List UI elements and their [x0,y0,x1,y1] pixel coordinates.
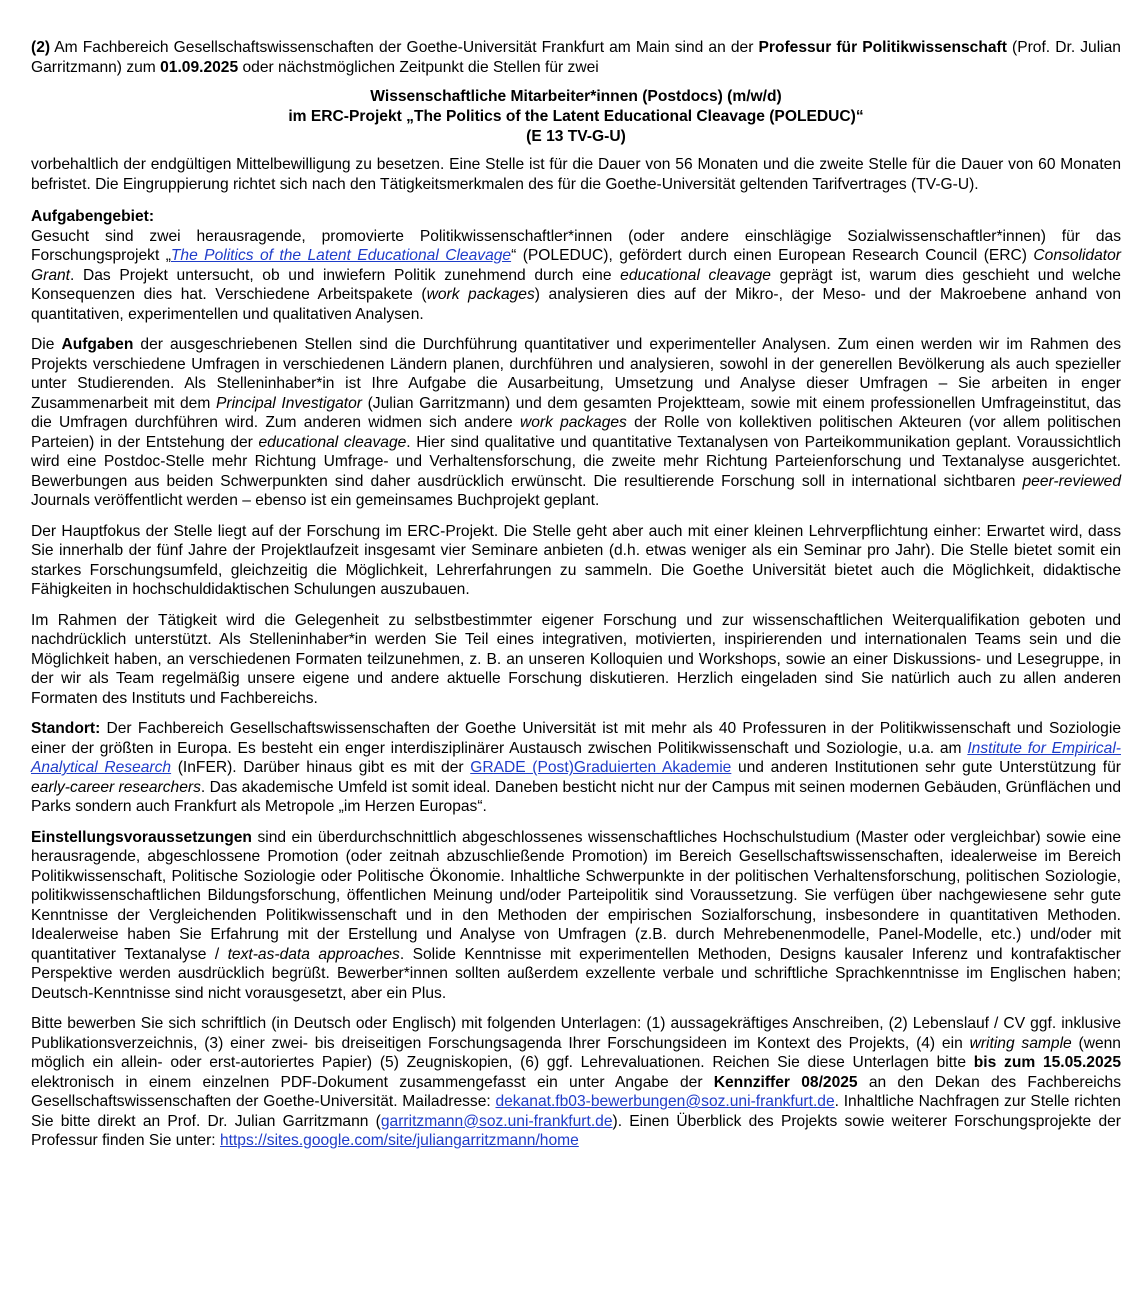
application-email-link[interactable]: dekanat.fb03-bewerbungen@soz.uni-frankfurt.de [495,1093,835,1110]
paragraph-text: sind ein überdurchschnittlich abgeschlossenes wissenschaftliches Hochschulstudium (Master oder vergleichbar) sowie eine herausragende, abgeschlossene Promotion (oder zeitnah abzuschließende Promotion) im Bereich Gesellschaftswissenschaften, idealerweise im Bereich Politikwissenschaft, Politische Soziologie oder Politische Ökonomie. Inhaltliche Schwerpunkte in der politischen Verhaltensforschung, politischen Soziologie, politikwissenschaftlichen Bildungsforschung, öffentlichen Meinung und/oder Parteipolitik sind Voraussetzung. Sie verfügen über nachgewiesene sehr gute Kenntnisse der Vergleichenden Politikwissenschaft und in den Methoden der empirischen Sozialforschung, insbesondere in quantitativen Methoden. Idealerweise haben Sie Erfahrung mit der Erstellung und Analyse von Umfragen (z.B. durch Mehrebenenmodelle, Panel-Modelle, etc.) und/oder mit quantitativer Textanalyse / [31,828,1121,963]
requirements-paragraph [31,828,1121,1004]
text-as-data-term: text-as-data approaches [227,945,400,963]
paragraph-text: (Julian Garritzmann) und dem gesamten Projektteam, sowie mit einem professionellen Umfrageinstitut, das die Umfragen durchführen wird. Zum anderen widmen sich andere [31,394,1121,431]
intro-text: (Prof. Dr. Julian Garritzmann) zum [31,39,1121,76]
pi-term: Principal Investigator [215,394,362,412]
application-paragraph [31,1014,1121,1151]
grade-link[interactable]: GRADE (Post)Graduierten Akademie [470,759,732,776]
paragraph-text: Bitte bewerben Sie sich schriftlich (in Deutsch oder Englisch) mit folgenden Unterlagen: (1) aussagekräftiges Anschreiben, (2) Lebenslauf / CV ggf. inklusive Publikationsverzeichnis, (3) einer zwei- bis dreiseitigen Forschungsagenda Ihrer Forschungsideen im Kontext des Projekts, (4) ein [31,1015,1121,1052]
conditions-paragraph: vorbehaltlich der endgültigen Mittelbewilligung zu besetzen. Eine Stelle ist für die Dauer von 56 Monaten und die zweite Stelle für die Dauer von 60 Monaten befristet. Die Eingruppierung richtet sich nach den Tätigkeitsmerkmalen des für die Goethe-Universität geltenden Tarifvertrages (TV-G-U). [31,156,1121,193]
paragraph-text: ). Einen Überblick des Projekts sowie weiterer Forschungsprojekte der Professur finden Sie unter: [31,1112,1121,1149]
contact-email-link[interactable]: garritzmann@soz.uni-frankfurt.de [380,1112,613,1130]
paragraph-text: Journals veröffentlicht werden – ebenso ist ein gemeinsames Buchprojekt geplant. [31,492,600,509]
infer-link-text[interactable]: Institute for Empirical-Analytical Research [31,739,1121,776]
requirements-heading: Einstellungsvoraussetzungen [31,828,252,846]
deadline: bis zum 15.05.2025 [973,1054,1121,1071]
paragraph-text: (InFER). Darüber hinaus gibt es mit der [171,759,471,776]
paragraph-text: Die [31,336,62,353]
paragraph-text: . Das akademische Umfeld ist somit ideal. Daneben besticht nicht nur der Campus mit seinen modernen Gebäuden, Grünflächen und Parks sondern auch Frankfurt als Metropole „im Herzen Europas“. [31,778,1121,815]
section-number: (2) [31,39,51,56]
paragraph-text: . Inhaltliche Nachfragen zur Stelle richten Sie bitte direkt an Prof. Dr. Julian Garritzmann ( [31,1093,1121,1130]
work-packages-term: work packages [426,286,535,303]
intro-text: Am Fachbereich Gesellschaftswissenschaften der Goethe-Universität Frankfurt am Main sind an der [50,39,759,56]
project-link[interactable] [171,247,511,264]
focus-paragraph: Der Hauptfokus der Stelle liegt auf der Forschung im ERC-Projekt. Die Stelle geht aber auch mit einer kleinen Lehrverpflichtung einher: Erwartet wird, dass Sie innerhalb der fünf Jahre der Projektlaufzeit insgesamt vier Seminare anbieten (d.h. etwas weniger als ein Seminar pro Jahr). Die Stelle bietet somit ein starkes Forschungsumfeld, gleichzeitig die Möglichkeit, Lehrerfahrungen zu sammeln. Die Goethe Universität bietet auch die Möglichkeit, didaktische Fähigkeiten in hochschuldidaktischen Schulungen auszubauen. [31,522,1121,598]
position-title [31,87,1121,147]
paragraph-text: . Das Projekt untersucht, ob und inwiefern Politik zunehmend durch eine [70,266,621,284]
paragraph-text: geprägt ist, warum dies geschieht und welche Konsequenzen dies hat. Verschiedene Arbeitspakete ( [31,266,1121,303]
paragraph-text: ) analysieren dies auf der Mikro-, der Meso- und der Makroebene anhand von quantitativen, experimentellen und qualitativen Analysen. [31,286,1121,323]
writing-sample-term: writing sample [969,1034,1072,1052]
paragraph-text: (wenn möglich ein allein- oder erst-autoriertes Papier) (5) Zeugniskopien, (6) ggf. Lehrevaluationen. Reichen Sie diese Unterlagen bitte [31,1034,1121,1071]
project-link-text[interactable]: The Politics of the Latent Educational Cleavage [170,247,512,264]
paragraph-text: an den Dekan des Fachbereichs Gesellschaftswissenschaften der Goethe-Universität. Mailadresse: [31,1073,1121,1110]
paragraph-text: der ausgeschriebenen Stellen sind die Durchführung quantitativer und experimenteller Analysen. Zum einen werden wir im Rahmen des Projekts verschiedene Umfragen in verschiedenen Ländern planen, durchführen und analysieren, sowohl in der generellen Bevölkerung als auch spezieller unter Studierenden. Als Stelleninhaber*in ist Ihre Aufgabe die Ausarbeitung, Umsetzung und Analyse dieser Umfragen – Sie arbeiten in enger Zusammenarbeit mit dem [31,336,1121,412]
start-date: 01.09.2025 [160,58,239,76]
standort-paragraph [31,719,1121,817]
standort-heading: Standort: [31,720,101,737]
intro-text: oder nächstmöglichen Zeitpunkt die Stellen für zwei [238,58,599,76]
team-paragraph: Im Rahmen der Tätigkeit wird die Gelegenheit zu selbstbestimmter eigener Forschung und zur wissenschaftlichen Weiterqualifikation geboten und nachdrücklich unterstützt. Als Stelleninhaber*in werden Sie Teil eines integrativen, motivierten, inspirierenden und internationalen Teams sein und die Möglichkeit haben, an verschiedenen Formaten teilzunehmen, z. B. an unseren Kolloquien und Workshops, sowie an einer Diskussions- und Lesegruppe, in der wir als Team regelmäßig unsere eigene und andere aktuelle Forschung diskutieren. Herzlich eingeladen sind Sie natürlich auch zu allen anderen Formaten des Instituts und Fachbereichs. [31,611,1121,707]
job-posting [31,38,1121,1161]
intro-paragraph [31,38,1121,77]
tasks-paragraph [31,335,1121,511]
position-title-line1: Wissenschaftliche Mitarbeiter*innen (Postdocs) (m/w/d) [370,88,782,105]
position-title-line2: im ERC-Projekt „The Politics of the Latent Educational Cleavage (POLEDUC)“ [288,108,864,125]
ecr-term: early-career researchers [31,778,201,796]
paragraph-text: “ (POLEDUC), gefördert durch einen European Research Council (ERC) [511,247,1034,264]
peer-reviewed-term: peer-reviewed [1022,472,1121,490]
tasks-heading: Aufgaben [61,336,134,353]
paragraph-text: der Rolle von kollektiven politischen Akteuren (vor allem politischen Parteien) in der Entstehung der [31,414,1121,451]
grant-term: Consolidator Grant [31,247,1121,284]
aufgabengebiet-heading: Aufgabengebiet: [31,208,155,225]
paragraph-text: Der Fachbereich Gesellschaftswissenschaften der Goethe Universität ist mit mehr als 40 Professuren in der Politikwissenschaft und Soziologie einer der größten in Europa. Es besteht ein enger interdisziplinärer Austausch zwischen Politikwissenschaft und Soziologie, u.a. am [31,720,1121,757]
paragraph-text: Gesucht sind zwei herausragende, promovierte Politikwissenschaftler*innen (oder andere einschlägige Sozialwissenschaftler*innen) für das Forschungsprojekt „ [31,227,1121,264]
reference-number: Kennziffer 08/2025 [713,1073,858,1091]
paragraph-text: . Hier sind qualitative und quantitative Textanalysen von Parteikommunikation geplant. Voraussichtlich wird eine Postdoc-Stelle mehr Richtung Umfrage- und Verhaltensforschung, die zweite mehr Richtung Parteienforschung und Textanalyse ausgerichtet. Bewerbungen aus beiden Schwerpunkten sind daher ausdrücklich erwünscht. Die resultierende Forschung soll in international sichtbaren [31,433,1121,490]
website-link[interactable]: https://sites.google.com/site/juliangarritzmann/home [219,1132,579,1149]
cleavage-term: educational cleavage [258,433,407,451]
cleavage-term: educational cleavage [620,266,771,284]
position-title-line3: (E 13 TV-G-U) [526,128,626,145]
paragraph-text: und anderen Institutionen sehr gute Unterstützung für [731,759,1121,776]
professorship-name: Professur für Politikwissenschaft [758,39,1007,56]
work-packages-term: work packages [519,414,627,431]
paragraph-text: elektronisch in einem einzelnen PDF-Dokument zusammengefasst ein unter Angabe der [31,1073,714,1091]
aufgabengebiet-paragraph [31,207,1121,324]
paragraph-text: . Solide Kenntnisse mit experimentellen Methoden, Designs kausaler Inferenz und kontrafaktischer Perspektive werden ausdrücklich begrüßt. Bewerber*innen sollten außerdem exzellente verbale und schriftliche Sprachkenntnisse im Englischen haben; Deutsch-Kenntnisse sind nicht vorausgesetzt, aber ein Plus. [31,945,1121,1002]
